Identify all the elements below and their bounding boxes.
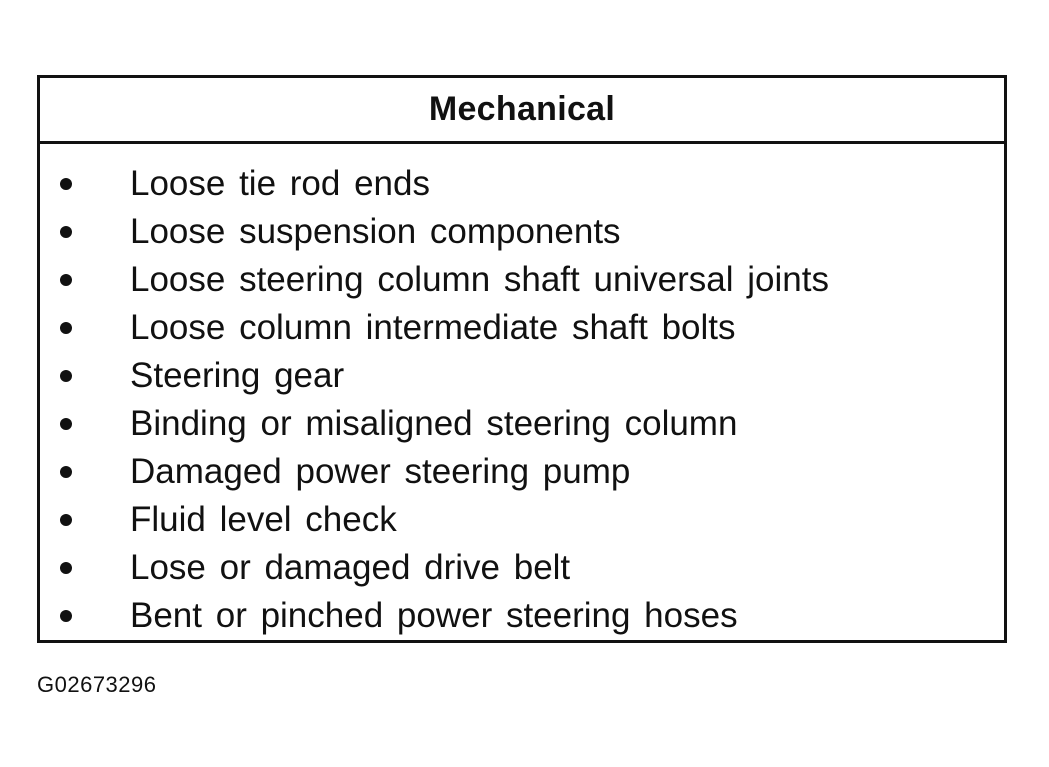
list-item-text: Steering gear <box>130 356 345 395</box>
bullet-icon <box>60 514 72 526</box>
figure-id: G02673296 <box>37 672 157 697</box>
list-item <box>40 496 1004 544</box>
list-item <box>40 544 1004 592</box>
list-item-text: Loose tie rod ends <box>130 164 430 203</box>
bullet-icon <box>60 178 72 190</box>
bullet-icon <box>60 418 72 430</box>
list-item <box>40 304 1004 352</box>
bullet-icon <box>60 562 72 574</box>
list-item <box>40 352 1004 400</box>
bullet-icon <box>60 610 72 622</box>
list-item-text: Fluid level check <box>130 500 397 539</box>
list-item <box>40 208 1004 256</box>
list-item-text: Lose or damaged drive belt <box>130 548 571 587</box>
list-item <box>40 592 1004 640</box>
list-item-text: Loose suspension components <box>130 212 621 251</box>
bullet-icon <box>60 466 72 478</box>
checklist <box>40 160 1004 640</box>
mechanical-checklist-table <box>37 75 1007 643</box>
table-header <box>40 78 1004 144</box>
bullet-icon <box>60 226 72 238</box>
bullet-icon <box>60 322 72 334</box>
list-item-text: Loose steering column shaft universal joints <box>130 260 829 299</box>
list-item <box>40 448 1004 496</box>
list-item-text: Binding or misaligned steering column <box>130 404 738 443</box>
bullet-icon <box>60 370 72 382</box>
list-item-text: Loose column intermediate shaft bolts <box>130 308 736 347</box>
list-item <box>40 400 1004 448</box>
bullet-icon <box>60 274 72 286</box>
list-item-text: Damaged power steering pump <box>130 452 631 491</box>
table-title: Mechanical <box>428 90 616 128</box>
list-item <box>40 256 1004 304</box>
list-item-text: Bent or pinched power steering hoses <box>130 596 738 635</box>
list-item <box>40 160 1004 208</box>
